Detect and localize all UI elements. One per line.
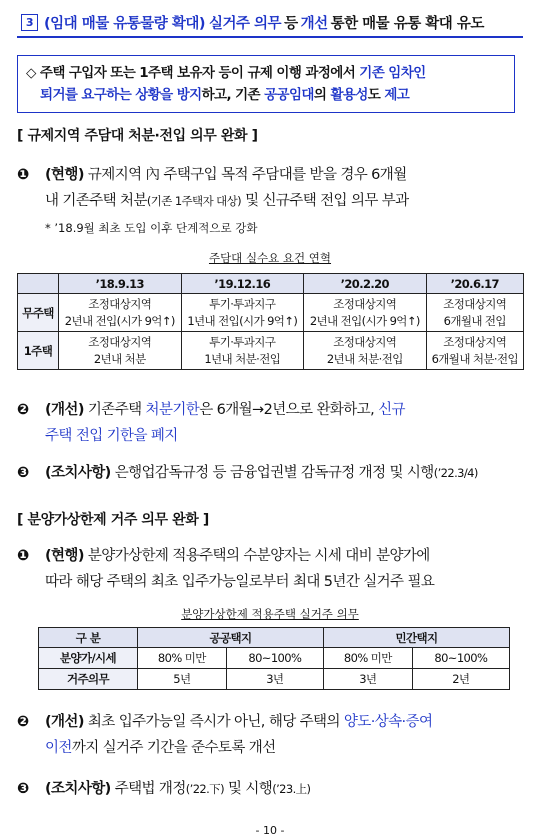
bullet-3: ❸: [17, 465, 29, 481]
item-highlight: 이전: [45, 740, 72, 756]
notice-line2g: 제고: [384, 87, 410, 103]
item-highlight: 주택 전입 기한을 폐지: [45, 428, 178, 444]
item-text: 까지 실거주 기간을 준수토록 개선: [71, 740, 276, 756]
notice-box: [17, 55, 515, 113]
table-cell: 80% 미만: [138, 648, 227, 669]
table-cell: 조정대상지역 2년내 전입(시가 9억↑): [304, 294, 427, 332]
title-part4: 통한 매물 유통 확대 유도: [330, 15, 484, 32]
table-cell: 5년: [138, 669, 227, 690]
item-label: (개선): [45, 402, 84, 418]
table-cell: 80~100%: [226, 648, 323, 669]
title-paren: (임대 매물 유통물량 확대): [44, 15, 205, 32]
notice-line2d: 의: [313, 87, 327, 103]
row-header: 거주의무: [39, 669, 138, 690]
section1-item1: [17, 162, 409, 214]
row-header: 분양가/시세: [39, 648, 138, 669]
item-highlight: 처분기한: [145, 402, 200, 418]
item-highlight: 신규: [378, 402, 405, 418]
table-cell: 투기·투과지구 1년내 전입(시가 9억↑): [181, 294, 304, 332]
item-text: 및 신규주택 전입 의무 부과: [245, 193, 409, 209]
item-text: 주택법 개정: [114, 781, 186, 797]
notice-line1a: ◇ 주택 구입자 또는 1주택 보유자 등이 규제 이행 과정에서: [26, 65, 356, 81]
row-header: 1주택: [18, 332, 59, 370]
table1-caption: 주담대 실수요 요건 연혁: [208, 251, 332, 265]
section-number: 3: [21, 14, 38, 31]
table-cell: 조정대상지역 6개월내 처분·전입: [426, 332, 523, 370]
item-label: (개선): [45, 714, 84, 730]
item-date: (’22.3/4): [433, 466, 478, 480]
bullet-1: ❶: [17, 548, 29, 564]
title-part2: 등: [284, 15, 298, 32]
item-text: 은행업감독규정 등 금융업권별 감독규정 개정 및 시행: [114, 465, 434, 481]
residence-obligation-table: [38, 627, 510, 690]
item-text: 은 6개월→2년으로 완화하고,: [199, 402, 375, 418]
item-text: 분양가상한제 적용주택의 수분양자는 시세 대비 분양가에: [87, 548, 430, 564]
table-header: 공공택지: [138, 628, 324, 648]
table-cell: 3년: [226, 669, 323, 690]
section1-item3: [17, 460, 478, 486]
bullet-3: ❸: [17, 781, 29, 797]
item-date: (’23.上): [272, 782, 311, 796]
table2-caption: 분양가상한제 적용주택 실거주 의무: [181, 607, 359, 621]
section1-item2: [17, 397, 405, 449]
requirements-history-table: [17, 273, 524, 370]
bullet-1: ❶: [17, 167, 29, 183]
bullet-2: ❷: [17, 402, 29, 418]
item-label: (조치사항): [45, 465, 111, 481]
table-cell: 조정대상지역 6개월내 전입: [426, 294, 523, 332]
item-note: (기존 1주택자 대상): [146, 194, 242, 208]
section2-item3: [17, 776, 310, 802]
item-label: (조치사항): [45, 781, 111, 797]
table-header: ’18.9.13: [59, 274, 182, 294]
table-cell: 조정대상지역 2년내 처분·전입: [304, 332, 427, 370]
table-cell: 80% 미만: [323, 648, 412, 669]
item-date: (’22.下): [185, 782, 224, 796]
table-cell: 조정대상지역 2년내 전입(시가 9억↑): [59, 294, 182, 332]
table-header: ’20.2.20: [304, 274, 427, 294]
table-cell: 투기·투과지구 1년내 처분·전입: [181, 332, 304, 370]
item-text: 기존주택: [87, 402, 142, 418]
item-text: 및 시행: [227, 781, 273, 797]
notice-line2b: 하고, 기존: [201, 87, 260, 103]
title-part3: 개선: [300, 15, 328, 32]
item-text: 규제지역 內 주택구입 목적 주담대를 받을 경우 6개월: [87, 167, 407, 183]
notice-line2f: 도: [367, 87, 381, 103]
item-highlight: 양도·상속·증여: [343, 714, 433, 730]
table-header: ’20.6.17: [426, 274, 523, 294]
section2-heading: [ 분양가상한제 거주 의무 완화 ]: [17, 512, 209, 528]
table-header: [18, 274, 59, 294]
notice-line2a: 퇴거를 요구하는 상황을 방지: [40, 87, 202, 103]
item-label: (현행): [45, 167, 84, 183]
section-title: [17, 8, 523, 38]
item-text: 내 기존주택 처분: [45, 193, 147, 209]
table-cell: 80~100%: [412, 648, 509, 669]
table-header: 민간택지: [323, 628, 509, 648]
table-header: 구 분: [39, 628, 138, 648]
section2-item1: [17, 543, 434, 595]
page-number: - 10 -: [255, 824, 285, 837]
title-part1: 실거주 의무: [208, 15, 282, 32]
table-cell: 3년: [323, 669, 412, 690]
item-text: 최초 입주가능일 즉시가 아닌, 해당 주택의: [87, 714, 340, 730]
footnote: * ’18.9월 최초 도입 이후 단계적으로 강화: [45, 221, 258, 235]
item-label: (현행): [45, 548, 84, 564]
table-cell: 조정대상지역 2년내 처분: [59, 332, 182, 370]
item-text: 따라 해당 주택의 최초 입주가능일로부터 최대 5년간 실거주 필요: [45, 574, 435, 590]
notice-line2c: 공공임대: [264, 87, 314, 103]
notice-line2e: 활용성: [330, 87, 368, 103]
row-header: 무주택: [18, 294, 59, 332]
table-header: ’19.12.16: [181, 274, 304, 294]
section2-item2: [17, 709, 432, 761]
table-cell: 2년: [412, 669, 509, 690]
notice-line1b: 기존 임차인: [359, 65, 426, 81]
section1-heading: [ 규제지역 주담대 처분·전입 의무 완화 ]: [17, 128, 258, 144]
bullet-2: ❷: [17, 714, 29, 730]
